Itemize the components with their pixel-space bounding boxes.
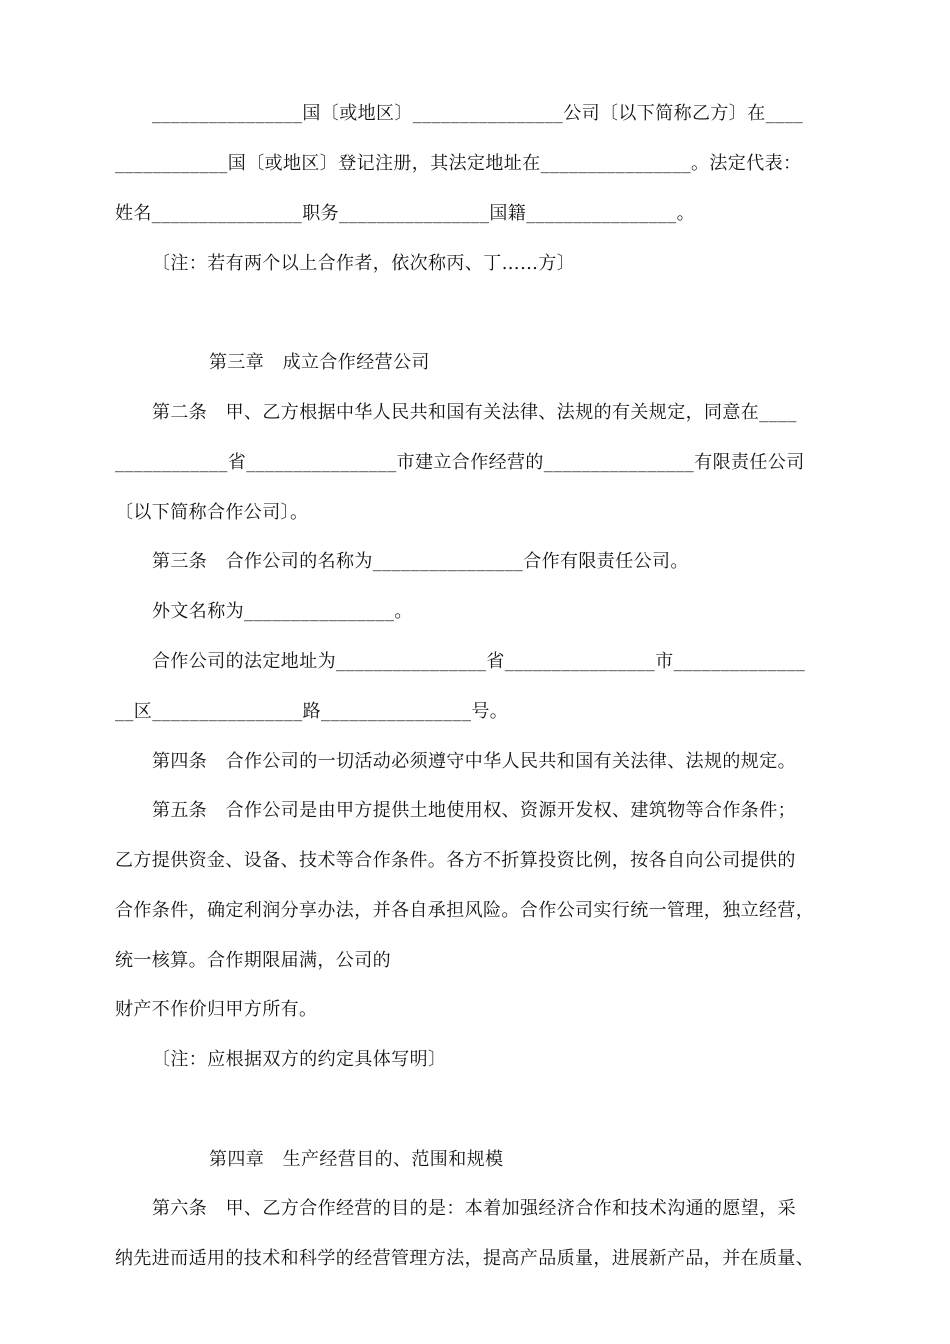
paragraph-line: 〔以下简称合作公司〕。 <box>115 502 309 523</box>
article-line: 第四条 合作公司的一切活动必须遵守中华人民共和国有关法律、法规的规定。 <box>152 751 796 772</box>
paragraph-line: 乙方提供资金、设备、技术等合作条件。各方不折算投资比例，按各自向公司提供的 <box>115 850 796 871</box>
paragraph-line: ____________省________________市建立合作经营的________________有限责任公司 <box>115 452 805 473</box>
paragraph-line: 姓名________________职务________________国籍________________。 <box>115 203 695 224</box>
article-line: 第五条 合作公司是由甲方提供土地使用权、资源开发权、建筑物等合作条件； <box>152 800 796 821</box>
paragraph-line: __区________________路________________号。 <box>115 701 509 722</box>
paragraph-line: 合作公司的法定地址为________________省________________市______________ <box>152 651 806 672</box>
paragraph-line: ____________国〔或地区〕登记注册，其法定地址在________________。法定代表： <box>115 153 802 174</box>
article-line: 第六条 甲、乙方合作经营的目的是：本着加强经济合作和技术沟通的愿望，采 <box>152 1198 796 1219</box>
paragraph-line: 财产不作价归甲方所有。 <box>115 999 318 1020</box>
note-line: 〔注：若有两个以上合作者，依次称丙、丁……方〕 <box>152 253 576 274</box>
paragraph-line: 合作条件，确定利润分享办法，并各自承担风险。合作公司实行统一管理，独立经营， <box>115 900 815 921</box>
paragraph-line: 外文名称为________________。 <box>152 601 413 622</box>
note-line: 〔注：应根据双方的约定具体写明〕 <box>152 1049 447 1070</box>
chapter-heading: 第四章 生产经营目的、范围和规模 <box>209 1149 504 1170</box>
chapter-heading: 第三章 成立合作经营公司 <box>209 352 430 373</box>
paragraph-line: 纳先进而适用的技术和科学的经营管理方法，提高产品质量，进展新产品，并在质量、 <box>115 1248 815 1269</box>
article-line: 第三条 合作公司的名称为________________合作有限责任公司。 <box>152 551 689 572</box>
paragraph-line: ________________国〔或地区〕________________公司〔以下简称乙方〕在____ <box>152 103 804 124</box>
paragraph-line: 统一核算。合作期限届满，公司的 <box>115 950 391 971</box>
article-line: 第二条 甲、乙方根据中华人民共和国有关法律、法规的有关规定，同意在____ <box>152 402 797 423</box>
